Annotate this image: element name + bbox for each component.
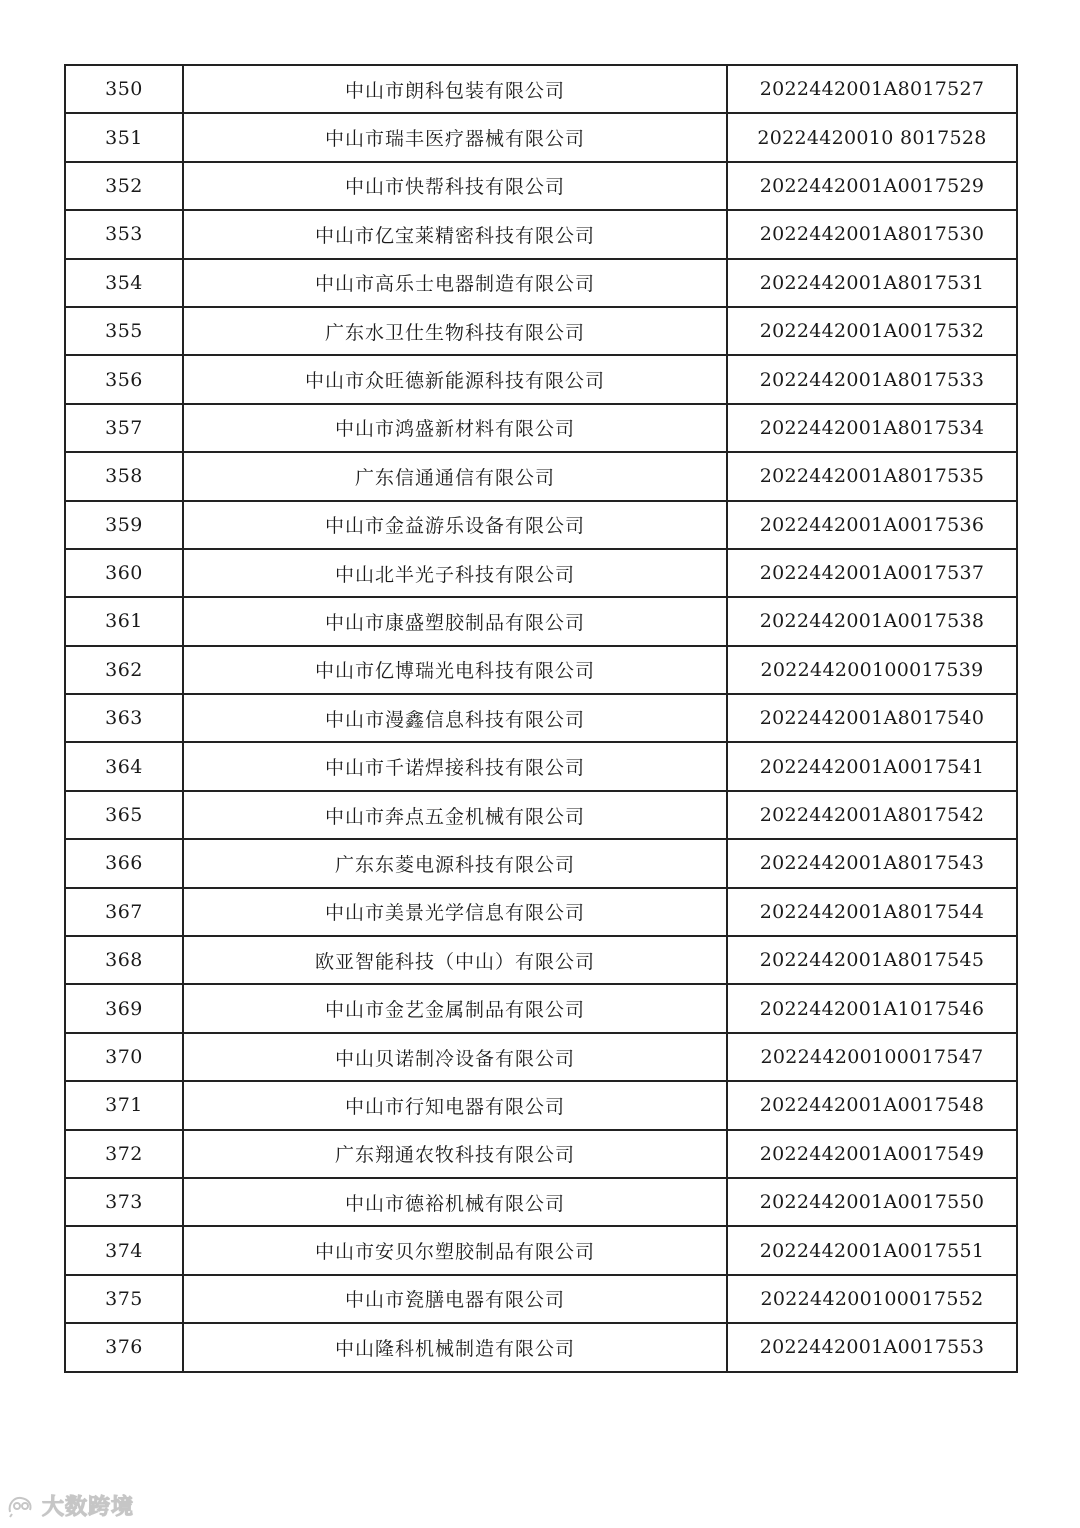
row-number-cell: 350 (65, 65, 183, 113)
table-row (65, 742, 1017, 790)
registration-code-cell: 2022442001A0017549 (727, 1130, 1017, 1178)
row-number-cell: 360 (65, 549, 183, 597)
registration-code-cell: 2022442001A0017538 (727, 597, 1017, 645)
registration-code-cell: 2022442001A8017530 (727, 210, 1017, 258)
row-number-cell: 373 (65, 1178, 183, 1226)
registration-code-cell: 2022442001A8017545 (727, 936, 1017, 984)
registration-code-cell: 202244200100017547 (727, 1033, 1017, 1081)
row-number-cell: 351 (65, 113, 183, 161)
registration-code-cell: 2022442001A8017542 (727, 791, 1017, 839)
registration-code-cell: 20224420010 8017528 (727, 113, 1017, 161)
company-name-cell: 广东翔通农牧科技有限公司 (183, 1130, 727, 1178)
company-name-cell: 中山市瓷膳电器有限公司 (183, 1275, 727, 1323)
registration-code-cell: 2022442001A0017536 (727, 501, 1017, 549)
company-name-cell: 中山市朗科包装有限公司 (183, 65, 727, 113)
company-name-cell: 中山市安贝尔塑胶制品有限公司 (183, 1226, 727, 1274)
table-row (65, 162, 1017, 210)
row-number-cell: 367 (65, 888, 183, 936)
row-number-cell: 371 (65, 1081, 183, 1129)
table-row (65, 694, 1017, 742)
watermark-text: 大数跨境 (42, 1495, 135, 1520)
table-row (65, 452, 1017, 500)
table-row (65, 501, 1017, 549)
registration-code-cell: 2022442001A0017550 (727, 1178, 1017, 1226)
company-name-cell: 中山隆科机械制造有限公司 (183, 1323, 727, 1371)
registration-code-cell: 2022442001A8017531 (727, 259, 1017, 307)
registration-code-cell: 2022442001A0017529 (727, 162, 1017, 210)
company-name-cell: 中山市亿宝莱精密科技有限公司 (183, 210, 727, 258)
table-row (65, 597, 1017, 645)
registration-code-cell: 2022442001A8017544 (727, 888, 1017, 936)
company-name-cell: 中山市奔点五金机械有限公司 (183, 791, 727, 839)
company-name-cell: 中山北半光子科技有限公司 (183, 549, 727, 597)
row-number-cell: 376 (65, 1323, 183, 1371)
table-row (65, 355, 1017, 403)
company-list-table (64, 64, 1018, 1373)
row-number-cell: 364 (65, 742, 183, 790)
company-name-cell: 广东水卫仕生物科技有限公司 (183, 307, 727, 355)
registration-code-cell: 2022442001A8017535 (727, 452, 1017, 500)
table-row (65, 210, 1017, 258)
row-number-cell: 370 (65, 1033, 183, 1081)
registration-code-cell: 2022442001A0017551 (727, 1226, 1017, 1274)
registration-code-cell: 2022442001A0017548 (727, 1081, 1017, 1129)
watermark (6, 1490, 134, 1521)
row-number-cell: 368 (65, 936, 183, 984)
company-name-cell: 中山市千诺焊接科技有限公司 (183, 742, 727, 790)
table-row (65, 1323, 1017, 1371)
row-number-cell: 365 (65, 791, 183, 839)
company-name-cell: 中山市瑞丰医疗器械有限公司 (183, 113, 727, 161)
row-number-cell: 374 (65, 1226, 183, 1274)
row-number-cell: 355 (65, 307, 183, 355)
row-number-cell: 356 (65, 355, 183, 403)
table-row (65, 1081, 1017, 1129)
table-body (65, 65, 1017, 1372)
company-name-cell: 欧亚智能科技（中山）有限公司 (183, 936, 727, 984)
table-row (65, 839, 1017, 887)
registration-code-cell: 2022442001A1017546 (727, 984, 1017, 1032)
row-number-cell: 358 (65, 452, 183, 500)
registration-code-cell: 202244200100017539 (727, 646, 1017, 694)
row-number-cell: 361 (65, 597, 183, 645)
table-row (65, 1226, 1017, 1274)
registration-code-cell: 2022442001A0017541 (727, 742, 1017, 790)
company-name-cell: 中山市众旺德新能源科技有限公司 (183, 355, 727, 403)
registration-code-cell: 202244200100017552 (727, 1275, 1017, 1323)
company-name-cell: 中山市康盛塑胶制品有限公司 (183, 597, 727, 645)
table-row (65, 936, 1017, 984)
brand-logo-icon (6, 1494, 36, 1518)
row-number-cell: 363 (65, 694, 183, 742)
table-row (65, 113, 1017, 161)
table-row (65, 549, 1017, 597)
table-row (65, 646, 1017, 694)
company-name-cell: 中山市德裕机械有限公司 (183, 1178, 727, 1226)
row-number-cell: 359 (65, 501, 183, 549)
registration-code-cell: 2022442001A0017537 (727, 549, 1017, 597)
company-name-cell: 广东东菱电源科技有限公司 (183, 839, 727, 887)
table-row (65, 404, 1017, 452)
registration-code-cell: 2022442001A8017527 (727, 65, 1017, 113)
table-row (65, 984, 1017, 1032)
company-name-cell: 广东信通通信有限公司 (183, 452, 727, 500)
row-number-cell: 366 (65, 839, 183, 887)
table-row (65, 1130, 1017, 1178)
registration-code-cell: 2022442001A8017533 (727, 355, 1017, 403)
table-row (65, 791, 1017, 839)
company-name-cell: 中山市金益游乐设备有限公司 (183, 501, 727, 549)
table-row (65, 65, 1017, 113)
company-name-cell: 中山市鸿盛新材料有限公司 (183, 404, 727, 452)
registration-code-cell: 2022442001A8017543 (727, 839, 1017, 887)
registration-code-cell: 2022442001A0017553 (727, 1323, 1017, 1371)
registration-code-cell: 2022442001A8017534 (727, 404, 1017, 452)
company-name-cell: 中山贝诺制冷设备有限公司 (183, 1033, 727, 1081)
table-row (65, 1033, 1017, 1081)
row-number-cell: 352 (65, 162, 183, 210)
registration-code-cell: 2022442001A0017532 (727, 307, 1017, 355)
company-name-cell: 中山市亿博瑞光电科技有限公司 (183, 646, 727, 694)
company-name-cell: 中山市快帮科技有限公司 (183, 162, 727, 210)
row-number-cell: 354 (65, 259, 183, 307)
table-row (65, 1275, 1017, 1323)
company-name-cell: 中山市美景光学信息有限公司 (183, 888, 727, 936)
row-number-cell: 375 (65, 1275, 183, 1323)
table-row (65, 307, 1017, 355)
company-name-cell: 中山市行知电器有限公司 (183, 1081, 727, 1129)
table-row (65, 259, 1017, 307)
company-name-cell: 中山市金艺金属制品有限公司 (183, 984, 727, 1032)
row-number-cell: 362 (65, 646, 183, 694)
table-row (65, 1178, 1017, 1226)
row-number-cell: 353 (65, 210, 183, 258)
row-number-cell: 369 (65, 984, 183, 1032)
row-number-cell: 357 (65, 404, 183, 452)
company-name-cell: 中山市漫鑫信息科技有限公司 (183, 694, 727, 742)
table-row (65, 888, 1017, 936)
row-number-cell: 372 (65, 1130, 183, 1178)
company-name-cell: 中山市高乐士电器制造有限公司 (183, 259, 727, 307)
registration-code-cell: 2022442001A8017540 (727, 694, 1017, 742)
